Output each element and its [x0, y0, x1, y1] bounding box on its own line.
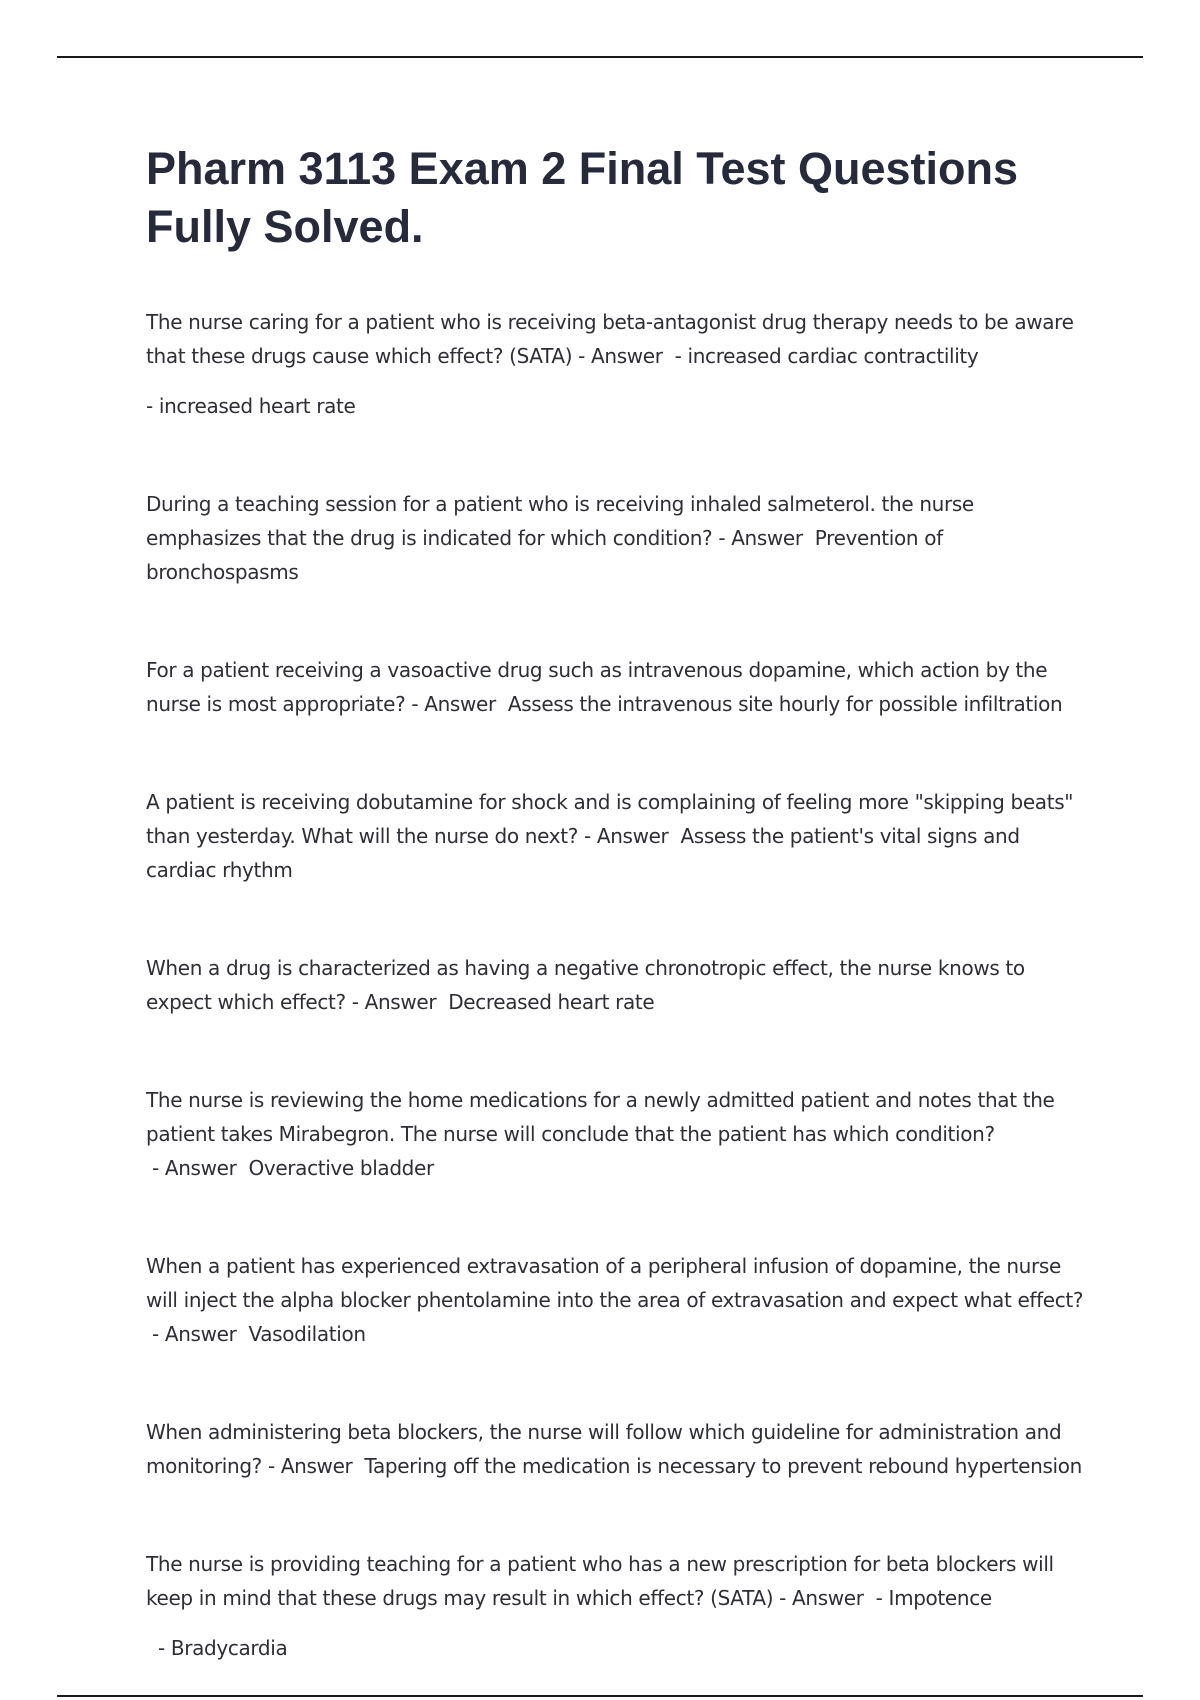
answer-text: Assess the intravenous site hourly for possible infiltration	[507, 692, 1063, 716]
qa-item	[146, 1415, 1086, 1483]
document-title: Pharm 3113 Exam 2 Final Test Questions Fully Solved.	[146, 143, 1019, 252]
question-text: A patient is receiving dobutamine for shock and is complaining of feeling more "skipping beats" than yesterday. What will the nurse do next?	[146, 790, 1074, 848]
question-text: The nurse is providing teaching for a patient who has a new prescription for beta blockers will keep in mind that these drugs may result in which effect? (SATA)	[146, 1552, 1054, 1610]
question-text: During a teaching session for a patient who is receiving inhaled salmeterol. the nurse emphasizes that the drug is indicated for which condition?	[146, 492, 974, 550]
question-text: When a patient has experienced extravasation of a peripheral infusion of dopamine, the nurse will inject the alpha blocker phentolamine into the area of extravasation and expect what effect?	[146, 1254, 1084, 1312]
answer-separator: - Answer	[345, 990, 449, 1014]
footer-rule	[57, 1695, 1143, 1697]
answer-continuation: - Bradycardia	[158, 1636, 288, 1660]
qa-item	[146, 951, 1086, 1019]
qa-item	[146, 653, 1086, 721]
qa-item	[146, 487, 1086, 589]
question-text: When a drug is characterized as having a negative chronotropic effect, the nurse knows to expect which effect?	[146, 956, 1025, 1014]
qa-item	[146, 1547, 1086, 1615]
answer-separator: - Answer	[261, 1454, 365, 1478]
answer-separator: - Answer	[146, 1156, 249, 1180]
document-body	[146, 140, 1086, 1665]
answer-separator: - Answer	[572, 344, 675, 368]
answer-text: - Impotence	[875, 1586, 992, 1610]
answer-text: Overactive bladder	[248, 1156, 434, 1180]
question-text: The nurse is reviewing the home medications for a newly admitted patient and notes that the patient takes Mirabegron. The nurse will conclude that the patient has which condition?	[146, 1088, 1055, 1146]
qa-item	[146, 305, 1086, 373]
answer-separator: - Answer	[773, 1586, 876, 1610]
qa-item	[146, 1249, 1086, 1351]
answer-separator: - Answer	[712, 526, 815, 550]
qa-item	[146, 785, 1086, 887]
answer-continuation: - increased heart rate	[146, 394, 356, 418]
header-rule	[57, 56, 1143, 58]
answer-text: Decreased heart rate	[448, 990, 655, 1014]
answer-separator: - Answer	[405, 692, 508, 716]
answer-text: Vasodilation	[248, 1322, 366, 1346]
question-text: When administering beta blockers, the nurse will follow which guideline for administration and monitoring?	[146, 1420, 1062, 1478]
answer-text: Tapering off the medication is necessary to prevent rebound hypertension	[364, 1454, 1082, 1478]
question-text: The nurse caring for a patient who is receiving beta-antagonist drug therapy needs to be aware that these drugs cause which effect? (SATA)	[146, 310, 1074, 368]
qa-item	[146, 1083, 1086, 1185]
answer-separator: - Answer	[146, 1322, 249, 1346]
question-text: For a patient receiving a vasoactive drug such as intravenous dopamine, which action by the nurse is most appropriate?	[146, 658, 1048, 716]
answer-text: - increased cardiac contractility	[674, 344, 979, 368]
answer-separator: - Answer	[577, 824, 681, 848]
answer-text: Prevention of bronchospasms	[146, 526, 943, 584]
answer-text: Assess the patient's vital signs and cardiac rhythm	[146, 824, 1020, 882]
